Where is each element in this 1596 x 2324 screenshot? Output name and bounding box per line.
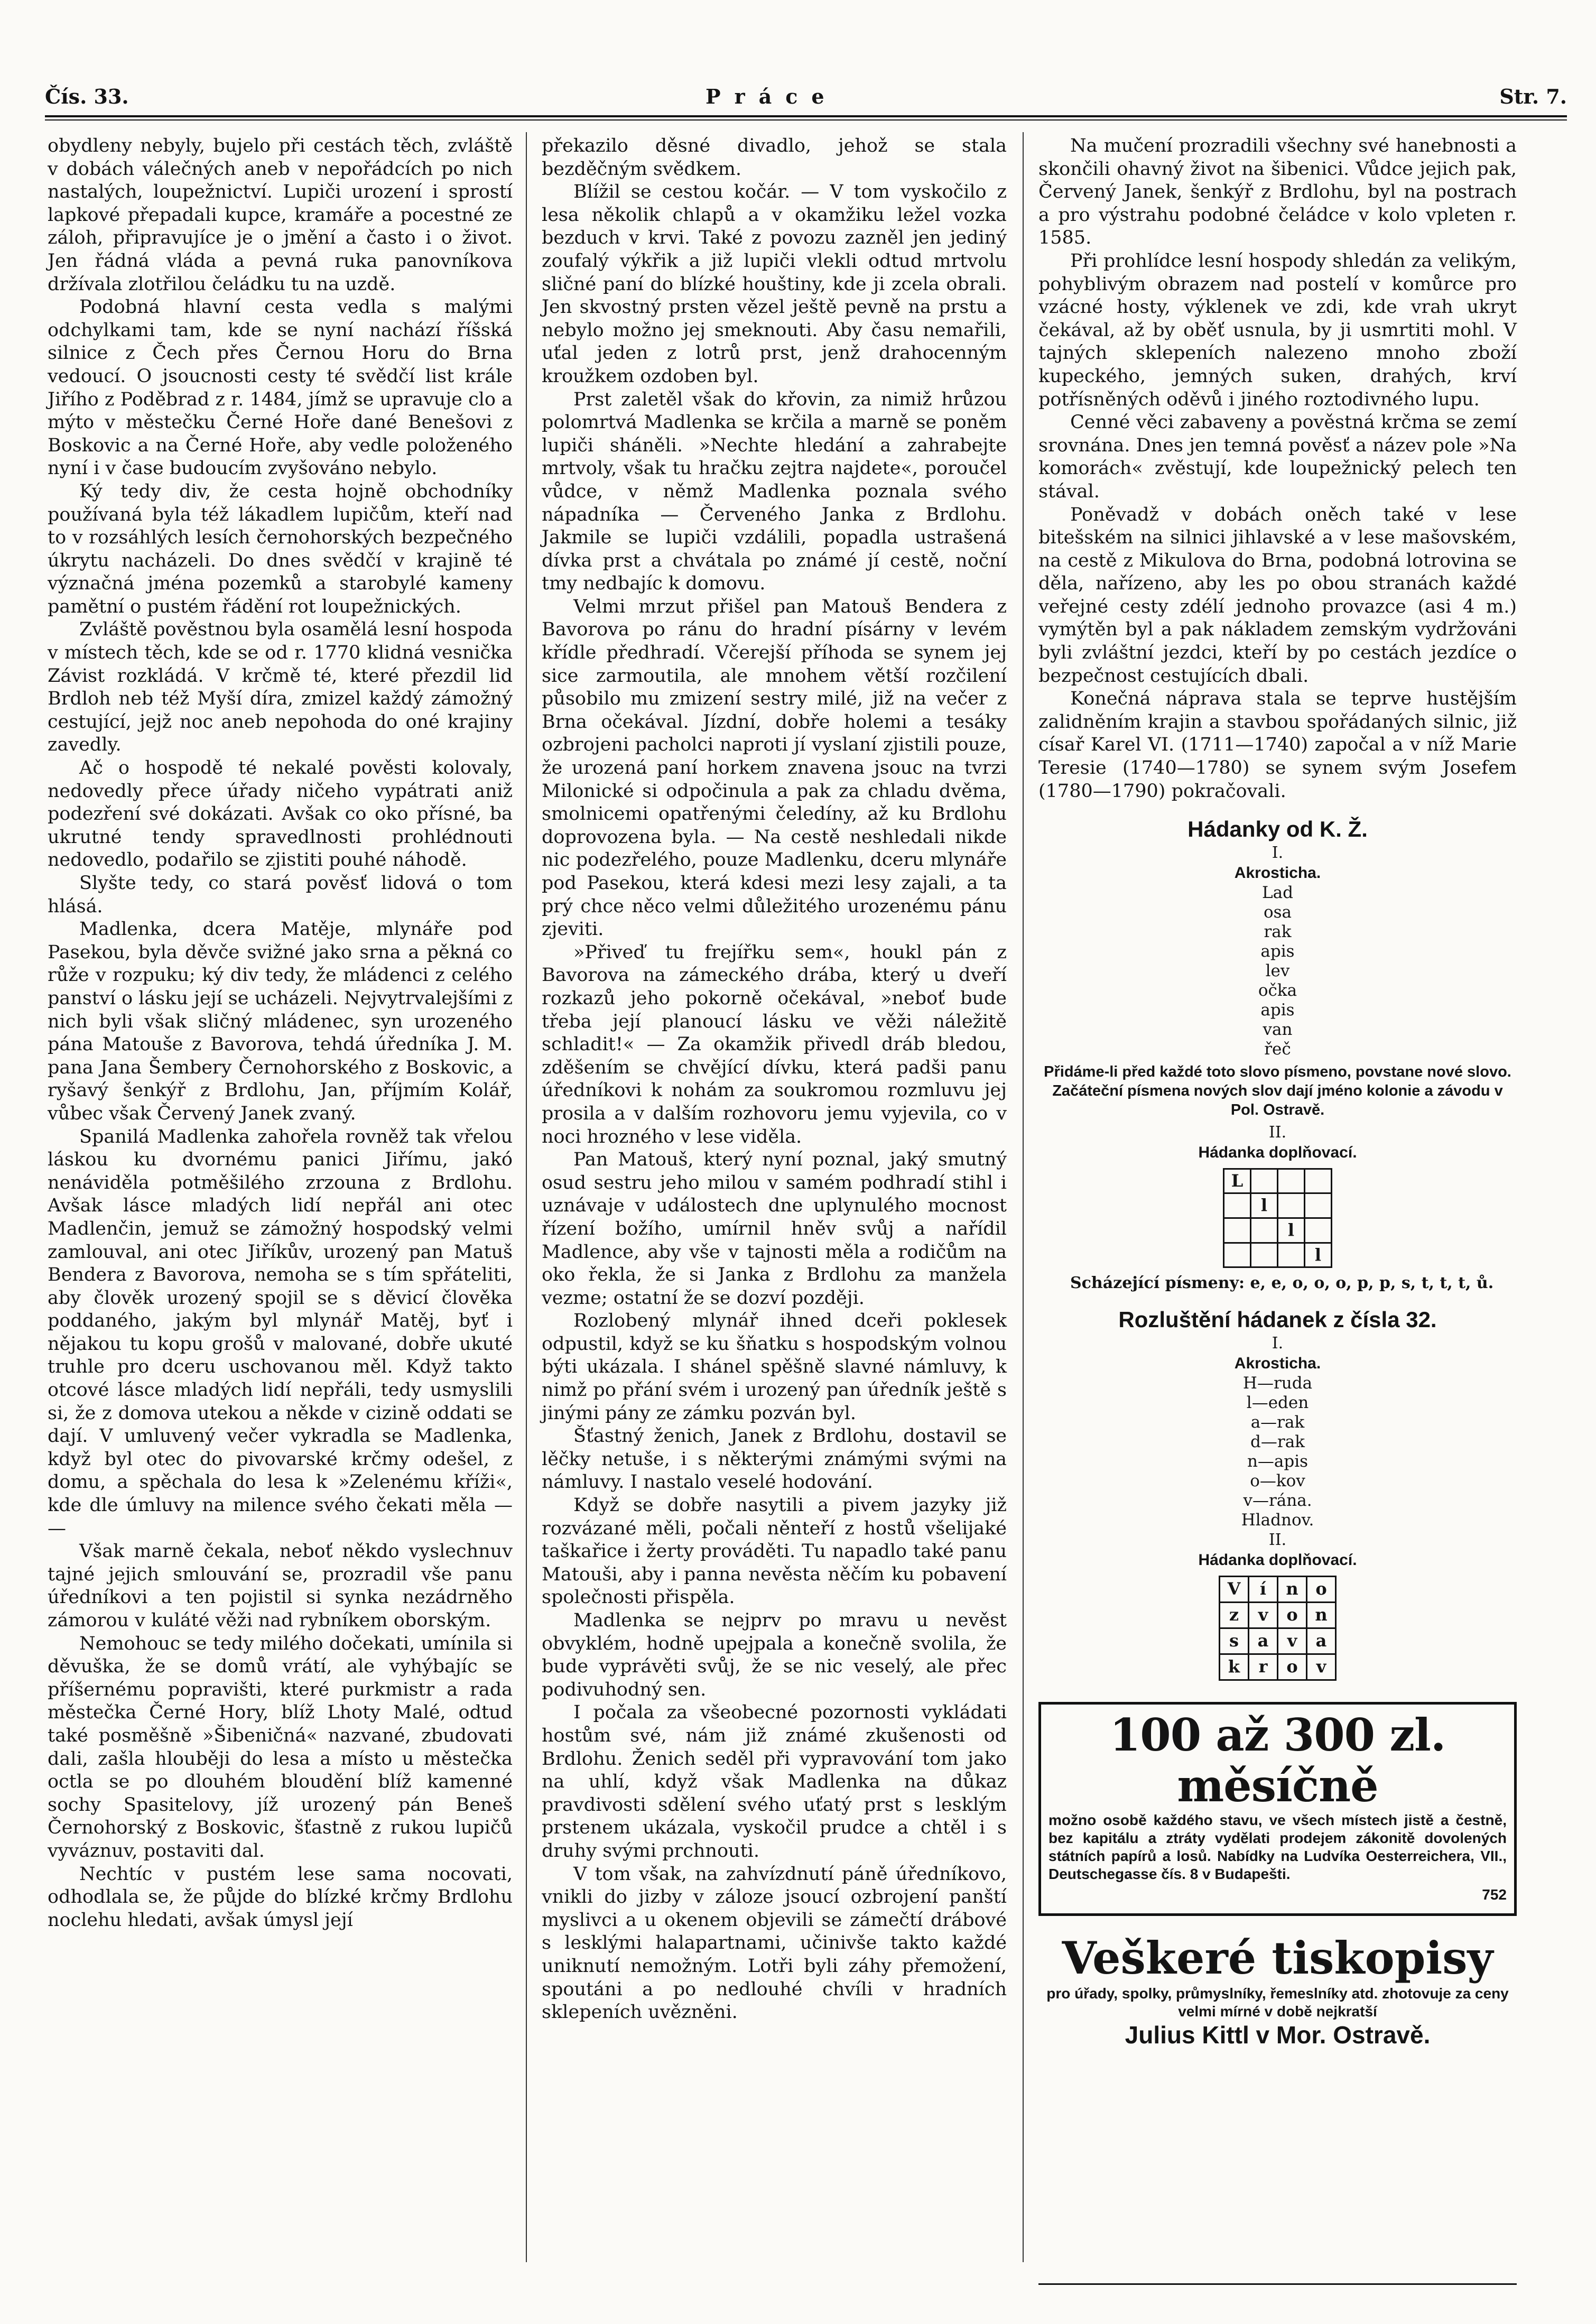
acrostic-word: rak — [1264, 922, 1292, 941]
header-rule — [45, 115, 1567, 117]
missing-letters: Scházející písmeny: e, e, o, o, o, p, p, s, t, t, t, ů. — [1070, 1274, 1494, 1293]
article-paragraph: I počala za všeobecné pozornosti vykládati hostům své, nám již známé zkušenosti od Brdlohu. Ženich seděl při vypravování tom jako na uhlí, když však Madlenka na důkaz pravdivosti sdělení svého uťatý prst s lesklým prstenem ukázala, vyskočil prudce a chtěl i s druhy svými prchnouti. — [542, 1702, 1007, 1862]
article-paragraph: Madlenka, dcera Matěje, mlynáře pod Pasekou, byla děvče svižné jako srna a pěkná co růže v rozpuku; ký div tedy, že mládenci z celého panství o lásku její se ucházeli. Nejvytrvalejšími z nich byli však sličný mládenec, syn urozeného pána Matouše z Bavorova, tehdá úředníka J. M. pana Jana Šembery Černohorského z Boskovic, a ryšavý šenkýř z Brdlohu, Jan, příjmím Kolář, vůbec však Červený Janek zvaný. — [48, 919, 513, 1124]
grid-cell: V — [1220, 1576, 1249, 1602]
advertisement-income — [1038, 1702, 1517, 1916]
solution-line: l—eden — [1246, 1393, 1309, 1412]
grid-cell — [1251, 1218, 1278, 1243]
fill-puzzle-label: Hádanka doplňovací. — [1198, 1143, 1357, 1161]
article-paragraph: Ač o hospodě té nekalé pověsti kolovaly, nedovedly přece úřady ničeho vypátrati aniž podezření své dokázati. Avšak co oko přísné, ba ukrutné tendy spravedlnosti prohlédnouti nedovedlo, podařilo se zjistiti pouhé náhodě. — [48, 757, 513, 871]
grid-cell: k — [1220, 1654, 1249, 1680]
grid-cell: n — [1278, 1576, 1307, 1602]
article-paragraph: V tom však, na zahvízdnutí páně úředníkovo, vnikli do jizby v záloze jsoucí ozbrojení panští myslivci a u okenem objevili se zámečtí drábové s lesklými halapartnami, učinivše takto každé uniknutí nemožným. Lotři byli záhy přemožení, spoutáni a po nedlouhé chvíli v hradních sklepeních uvězněni. — [542, 1863, 1007, 2023]
ad-body: možno osobě každého stavu, ve všech místech jistě a čestně, bez kapitálu a ztráty vydělati prodejem zákonitě dovolených státních papírů a losů. Nabídky na Ludvíka Oesterreichera, VII., Deutschegasse čís. 8 v Budapešti. — [1048, 1811, 1507, 1882]
article-paragraph: Velmi mrzut přišel pan Matouš Bendera z Bavorova po ránu do hradní písárny v levém křídle předhradí. Včerejší příhoda se synem jej sice zarmoutila, ale mnohem větší rozčilení působilo mu zmizení sestry milé, již na večer z Brna očekával. Jízdní, dobře holemi a tesáky ozbrojeni pacholci naproti jí vyslaní zjistili pouze, že urozená paní horkem znavena jsouc na tvrzi Milonické si odpočinula a pak za chladu dvěma, smolnicemi opatřenými čeledíny, až ku Brdlohu doprovozena byla. — Na cestě neshledali nikde nic podezřelého, pouze Madlenku, dceru mlynáře pod Pasekou, která kdesi mezi lesy zajali, a ta prý chce něco velmi důležitého urozenému pánu zjeviti. — [542, 596, 1007, 940]
ad-bottom-rule — [1038, 2283, 1517, 2285]
article-paragraph: Při prohlídce lesní hospody shledán za velikým, pohyblivým obrazem nad postelí v komůrce pro vzácné hosty, výklenek ve zdi, kde vrah ukryt čekával, až by oběť usnula, by ji usmrtiti mohl. V tajných sklepeních nalezeno mnoho zboží kupeckého, jemných suken, drahých, krví potřísněných oděvů i jiného roztodivného lupu. — [1038, 250, 1517, 410]
grid-cell: l — [1305, 1243, 1332, 1267]
grid-cell — [1278, 1193, 1305, 1218]
grid-cell: a — [1249, 1628, 1278, 1654]
solution-line: o—kov — [1250, 1471, 1305, 1490]
advertisement-printing — [1038, 1932, 1517, 2047]
grid-cell: L — [1224, 1169, 1251, 1193]
article-column-1 — [48, 135, 513, 1932]
article-paragraph: Zvláště pověstnou byla osamělá lesní hospoda v místech těch, kde se od r. 1770 klidná vesnička Závist rozkládá. V krčmě té, které přezdil lid Brdloh neb též Myší díra, zmizel každý zámožný cestující, jejž noc aneb nepohoda do oné krajiny zavedly. — [48, 619, 513, 756]
grid-cell — [1305, 1193, 1332, 1218]
grid-cell: l — [1251, 1193, 1278, 1218]
article-paragraph: Blížil se cestou kočár. — V tom vyskočilo z lesa několik chlapů a v okamžiku ležel vozka bezduch v krvi. Také z povozu zazněl jen jediný zoufalý výkřik a již lupiči vlekli odtud mrtvolu sličné paní do blízké houštiny, kde ji zcela obrali. Jen skvostný prsten vězel ještě pevně na prstu a nebylo možno jej smeknouti. Aby času nemařili, uťal jeden z lotrů prst, jenž drahocenným kroužkem ozdoben byl. — [542, 181, 1007, 387]
puzzle-number: I. — [1272, 843, 1284, 862]
article-paragraph: Na mučení prozradili všechny své hanebnosti a skončili ohavný život na šibenici. Vůdce jejich pak, Červený Janek, šenkýř z Brdlohu, byl na postrach a pro výstrahu podobné čeládce v kolo vpleten r. 1585. — [1038, 135, 1517, 249]
grid-cell: z — [1220, 1602, 1249, 1628]
solution-line: a—rak — [1250, 1412, 1305, 1432]
grid-cell: l — [1278, 1218, 1305, 1243]
grid-cell: r — [1249, 1654, 1278, 1680]
solution-line: v—rána. — [1243, 1490, 1312, 1510]
solution-lines — [1038, 1374, 1517, 1530]
grid-cell — [1278, 1243, 1305, 1267]
grid-cell: v — [1307, 1654, 1336, 1680]
article-paragraph: Konečná náprava stala se teprve hustějším zalidněním krajin a stavbou spořádaných silnic, již císař Karel VI. (1711—1740) započal a v níž Marie Teresie (1740—1780) se synem svým Josefem (1780—1790) pokračovali. — [1038, 688, 1517, 802]
solution-grid — [1219, 1576, 1337, 1681]
ad-signature: Julius Kittl v Mor. Ostravě. — [1125, 2021, 1431, 2049]
solution-acrostic-label: Akrosticha. — [1234, 1354, 1321, 1372]
grid-cell — [1305, 1218, 1332, 1243]
acrostic-label: Akrostichа. — [1234, 864, 1321, 882]
grid-cell — [1224, 1243, 1251, 1267]
grid-cell — [1224, 1193, 1251, 1218]
grid-cell: v — [1278, 1628, 1307, 1654]
grid-cell: í — [1249, 1576, 1278, 1602]
puzzle-number: II. — [1268, 1123, 1287, 1142]
article-paragraph: Však marně čekala, neboť někdo vyslechnuv tajné jejich smlouvání se, prozradil vše panu úředníkovi a ten pojistil si synka nezádrněho zámorou v kuláté věži nad rybníkem oborským. — [48, 1541, 513, 1631]
grid-cell: s — [1220, 1628, 1249, 1654]
article-paragraph: Pan Matouš, který nyní poznal, jaký smutný osud sestru jeho milou v samém podhradí stihl i uznávaje v událostech dne uplynulého mocnost řízení božího, umírnil hněv svůj a nařídil Madlence, aby vše v tajnosti měla a rodičům na oko řekla, že si Janka z Brdlohu za manžela vezme; ostatní že se dozví později. — [542, 1149, 1007, 1309]
ad-headline: Veškeré tiskopisy — [1062, 1932, 1493, 1985]
article-paragraph: Slyšte tedy, co stará pověsť lidová o tom hlásá. — [48, 873, 513, 917]
fill-puzzle-grid — [1223, 1168, 1332, 1268]
page-number: Str. 7. — [1499, 85, 1567, 108]
issue-number: Čís. 33. — [45, 85, 129, 108]
ad-body: pro úřady, spolky, průmyslníky, řemeslníky atd. zhotovuje za ceny velmi mírné v době nejkratší — [1046, 1985, 1509, 2020]
acrostic-word: apis — [1260, 1000, 1295, 1020]
article-paragraph: Cenné věci zabaveny a pověstná krčma se zemí srovnána. Dnes jen temná pověsť a název pole »Na komorách« zvěstují, kde loupežnický pelech ten stával. — [1038, 412, 1517, 502]
solution-line: n—apis — [1247, 1451, 1309, 1471]
solution-line: d—rak — [1250, 1432, 1305, 1451]
article-paragraph: Nechtíc v pustém lese sama nocovati, odhodlala se, že půjde do blízké krčmy Brdlohu noclehu hledati, avšak úmysl její — [48, 1863, 513, 1931]
grid-cell: o — [1307, 1576, 1336, 1602]
puzzle-instruction: Přidáme-li před každé toto slovo písmeno, povstane nové slovo. Začáteční písmena nových slov dají jméno kolonie a závodu v Pol. Ostravě. — [1044, 1063, 1511, 1118]
grid-cell — [1251, 1243, 1278, 1267]
article-paragraph: Rozlobený mlynář ihned dceři poklesek odpustil, když se ku šňatku s hospodským volnou býti ukázala. I shánel spěšně slavné námluvy, k nimž po přání svém i urozený pan úředník ještě s jinými pány ze zámku pozván byl. — [542, 1310, 1007, 1424]
grid-cell: o — [1278, 1602, 1307, 1628]
article-paragraph: Podobná hlavní cesta vedla s malými odchylkami tam, kde se nyní nachází říšská silnice z Čech přes Černou Horu do Brna vedoucí. O jsoucnosti cesty té svědčí list krále Jiřího z Poděbrad z r. 1484, jímž se upravuje clo a mýto v městečku Černé Hoře dané Benešovi z Boskovic a na Černé Hoře, aby vedle položeného nyní i v čase budoucím zvyšováno nebylo. — [48, 297, 513, 479]
article-paragraph: Prst zaletěl však do křovin, za nimiž hrůzou polomrtvá Madlenka se krčila a marně se poněm lupiči sháněli. »Nechte hledání a zahrabejte mrtvoly, však tu hračku zejtra najdete«, poroučel vůdce, v němž Madlenka poznala svého nápadníka — Červeného Janka z Brdlohu. Jakmile se lupiči vzdálili, popadla ustrašená dívka prst a chvátala po známé jí cestě, noční tmy nedbajíc k domovu. — [542, 388, 1007, 595]
article-column-2 — [542, 135, 1007, 2024]
grid-cell: o — [1278, 1654, 1307, 1680]
article-paragraph: Poněvadž v dobách oněch také v lese bitešském na silnici jihlavské a v lese mašovském, na cestě z Mikulova do Brna, podobná lotrovina se děla, nařízeno, aby les po obou stranách každé veřejné cesty zdélí jednoho provazce (asi 4 m.) vymýtěn byl a pak nákladem zemským vydržováni byli zvláštní jezdci, kteří by po cestách jezdíce o bezpečnost cestujících dbali. — [1038, 504, 1517, 687]
acrostic-word: van — [1263, 1020, 1293, 1039]
article-paragraph: Spanilá Madlenka zahořela rovněž tak vřelou láskou ku dvornému panici Jiřímu, jakó nenáviděla potměšilého zrzouna z Brdlohu. Avšak lásce mladých lidí nepřál ani otec Madlenčin, jemuž se zámožný hospodský velmi zamlouval, ani otec Jiříkův, urozený pan Matuš Bendera z Bavorova, nemoha se s tím spřáteliti, aby člověk urozený spojil se s děvicí člověka poddaného, jakým byl mlynář Matěj, byť i nějakou tu kopu grošů v malované, dobře ukuté truhle pro dceru uschovanou měl. Když takto otcové lásce mladých lidí nepřáli, tedy usmyslili si, že z domova utekou a někde v cizině oddati se dají. V umluvený večer vykradla se Madlenka, když byl otec do pivovarské krčmy odešel, z domu, a spěchala do lesa k »Zelenému kříži«, kde dle úmluvy na milence svého čekati měla — — — [48, 1126, 513, 1539]
acrostic-word: lev — [1265, 961, 1290, 980]
article-paragraph: Když se dobře nasytili a pivem jazyky již rozvázané měli, počali něnteří z hostů všelijaké taškařice i žerty prováděti. Tu napadlo také panu Matouši, aby i panna nevěsta něčím ku pobavení společnosti přispěla. — [542, 1495, 1007, 1608]
grid-cell — [1278, 1169, 1305, 1193]
grid-cell: v — [1249, 1602, 1278, 1628]
acrostic-word: očka — [1258, 980, 1297, 1000]
acrostic-word: Lad — [1262, 883, 1293, 902]
grid-cell: n — [1307, 1602, 1336, 1628]
grid-cell — [1305, 1169, 1332, 1193]
article-paragraph: Nemohouc se tedy milého dočekati, umínila si děvuška, že se domů vrátí, ale vyhýbajíc se příšernému popravišti, které purkmistr a rada městečka Černé Hory, blíž Lhoty Malé, odtud také posměšně »Šibeničná« nazvané, zbudovati dali, zašla hlouběji do lesa a místo u městečka octla se po dlouhém bloudění blíž kamenné sochy Spasitelovy, jíž urozený pán Beneš Černohorský z Boskovic, šťastně z rukou lupičů vyváznuv, postaviti dal. — [48, 1633, 513, 1862]
article-paragraph: Šťastný ženich, Janek z Brdlohu, dostavil se lěčky netuše, i s některými známými svými na námluvy. I nastalo veselé hodování. — [542, 1425, 1007, 1493]
acrostic-word: řeč — [1264, 1039, 1291, 1059]
article-column-3 — [1038, 135, 1517, 2047]
grid-cell: a — [1307, 1628, 1336, 1654]
article-paragraph: Ký tedy div, že cesta hojně obchodníky používaná byla též lákadlem lupičům, kteří nad to v rozsáhlých lesích černohorských bezpečného úkrytu nacházeli. Do dnes svědčí v krajině té význačná jména pozemků a starobylé kameny pamětní o pustém řádění rot loupežnických. — [48, 480, 513, 617]
solutions-title: Rozluštění hádanek z čísla 32. — [1118, 1307, 1437, 1332]
column-divider — [1023, 132, 1024, 2262]
solution-answer: Hladnov. — [1241, 1510, 1314, 1530]
grid-cell — [1251, 1169, 1278, 1193]
article-paragraph: obydleny nebyly, bujelo při cestách těch, zvláště v dobách válečných aneb v nepořádcích po nich nastalých, loupežnictví. Lupiči urození i sprostí lapkové přepadali kupce, kramáře a pocestné ze záloh, připravujíce je o jmění a často i o život. Jen řádná vláda a pevná ruka panovníkova držívala zlotřilou čeládku tu na uzdě. — [48, 135, 513, 295]
ad-number: 752 — [1482, 1886, 1507, 1903]
header-rule-thin — [45, 119, 1567, 121]
puzzles-title: Hádanky od K. Ž. — [1187, 817, 1368, 842]
grid-cell — [1224, 1218, 1251, 1243]
ad-headline: 100 až 300 zl. měsíčně — [1109, 1708, 1446, 1812]
solution-fill-label: Hádanka doplňovací. — [1198, 1551, 1357, 1569]
article-paragraph: překazilo děsné divadlo, jehož se stala bezděčným svědkem. — [542, 135, 1007, 180]
article-paragraph: Madlenka se nejprv po mravu u nevěst obvyklém, hodně upejpala a konečně svolila, že bude vyprávěti svůj, že se nic veselý, ale přec podivuhodný sen. — [542, 1610, 1007, 1700]
solution-number: II. — [1268, 1530, 1287, 1549]
solution-number: I. — [1272, 1334, 1284, 1353]
acrostic-word: osa — [1263, 902, 1292, 922]
newspaper-title: Práce — [706, 85, 838, 108]
column-divider — [526, 132, 527, 2262]
page-header — [45, 85, 1567, 116]
acrostic-word: apis — [1260, 941, 1295, 961]
solution-line: H—ruda — [1242, 1373, 1313, 1393]
article-paragraph: »Přiveď tu frejířku sem«, houkl pán z Bavorova na zámeckého drába, který u dveří rozkazů jeho pokorně očekával, »neboť bude třeba její planoucí lásku ve věži náležitě schladit!« — Za okamžik přivedl dráb bledou, zděšením se chvějící dívku, která padši panu úředníkovi k nohám za soukromou rozmluvu jej prosila a v dalším rozhovoru jemu vyjevila, co v noci hrozného v lese viděla. — [542, 941, 1007, 1147]
acrostic-words — [1038, 883, 1517, 1059]
